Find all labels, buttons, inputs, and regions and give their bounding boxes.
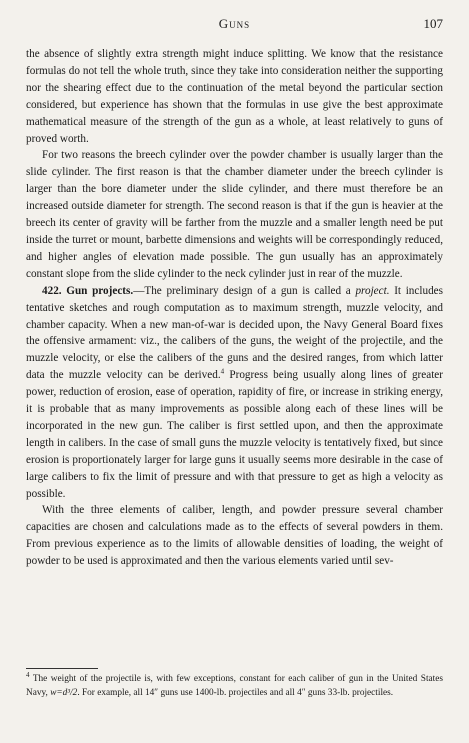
paragraph-3-emphasis: project.	[355, 284, 390, 297]
paragraph-3-text-b: It includes tentative sketches and rough computation as to maximum strength, muzzle velocity, and chamber capacity. When a new man-of-war is decided upon, the Navy General Board fixes the offensive armament: viz., the calibers of the guns, the weight of the projectile, and the muzzle velocity, or else the calibers of the guns and the desired ranges, from which latter data the muzzle velocity can be derived.	[26, 284, 443, 382]
page-number: 107	[423, 16, 443, 31]
footnote-formula: w=d³/2	[50, 688, 78, 698]
footnote-marker: 4	[26, 670, 30, 679]
running-title: Guns	[218, 16, 251, 31]
paragraph-4: With the three elements of caliber, length, and powder pressure several chamber capacities are chosen and calculations made as to the effects of several powders in them. From previous experience as to the limits of allowable densities of loading, the weight of powder to be used is approximated and then the various elements varied until sev-	[26, 504, 443, 568]
body-text	[26, 46, 443, 570]
paragraph-2: For two reasons the breech cylinder over the powder chamber is usually larger than the slide cylinder. The first reason is that the chamber diameter under the breech cylinder is larger than the bore diameter under the slide cylinder, and there must therefore be an increased outside diameter for strength. The second reason is that if the gun is heavier at the breech its center of gravity will be farther from the muzzle and a smaller length need be put inside the turret or mount, barbette dimensions and weights will be correspondingly reduced, and higher angles of elevation made possible. The gun usually has an approximately constant slope from the slide cylinder to the neck cylinder just in rear of the muzzle.	[26, 149, 443, 280]
paragraph-3-text-a: —The preliminary design of a gun is called a	[133, 284, 356, 297]
section-heading: 422. Gun projects.	[42, 284, 134, 297]
paragraph-3-text-c: Progress being usually along lines of greater power, reduction of erosion, ease of operation, rapidity of fire, or increase in striking energy, it is probable that as many improvements as possible along each of these lines will be incorporated in the new gun. The caliber is first settled upon, and then the approximate length in calibers. In the case of small guns the muzzle velocity is tentatively fixed, but since erosion is proportionately larger for large guns it usually seems more desirable in the case of large calibers to fix the limit of pressure and with that pressure to get as high a velocity as possible.	[26, 369, 443, 500]
footnote	[26, 672, 443, 700]
footnote-rule	[26, 668, 98, 669]
footnote-reference: 4	[220, 367, 225, 376]
footnote-text-a: The weight of the projectile is, with few exceptions, constant for each caliber of gun in the United States Navy,	[26, 674, 443, 698]
footnote-text-b: . For example, all 14″ guns use 1400-lb. projectiles and all 4″ guns 33-lb. projectiles.	[77, 688, 394, 698]
paragraph-3	[26, 283, 443, 503]
running-header	[26, 16, 443, 36]
paragraph-1: the absence of slightly extra strength might induce splitting. We know that the resistance formulas do not tell the whole truth, since they take into consideration neither the supporting nor the shearing effect due to the continuation of the metal beyond the particular section considered, but experience has shown that the formulas in use give the best approximate mathematical measure of the strength of the gun as a whole, at least relatively to guns of proved worth.	[26, 48, 443, 145]
